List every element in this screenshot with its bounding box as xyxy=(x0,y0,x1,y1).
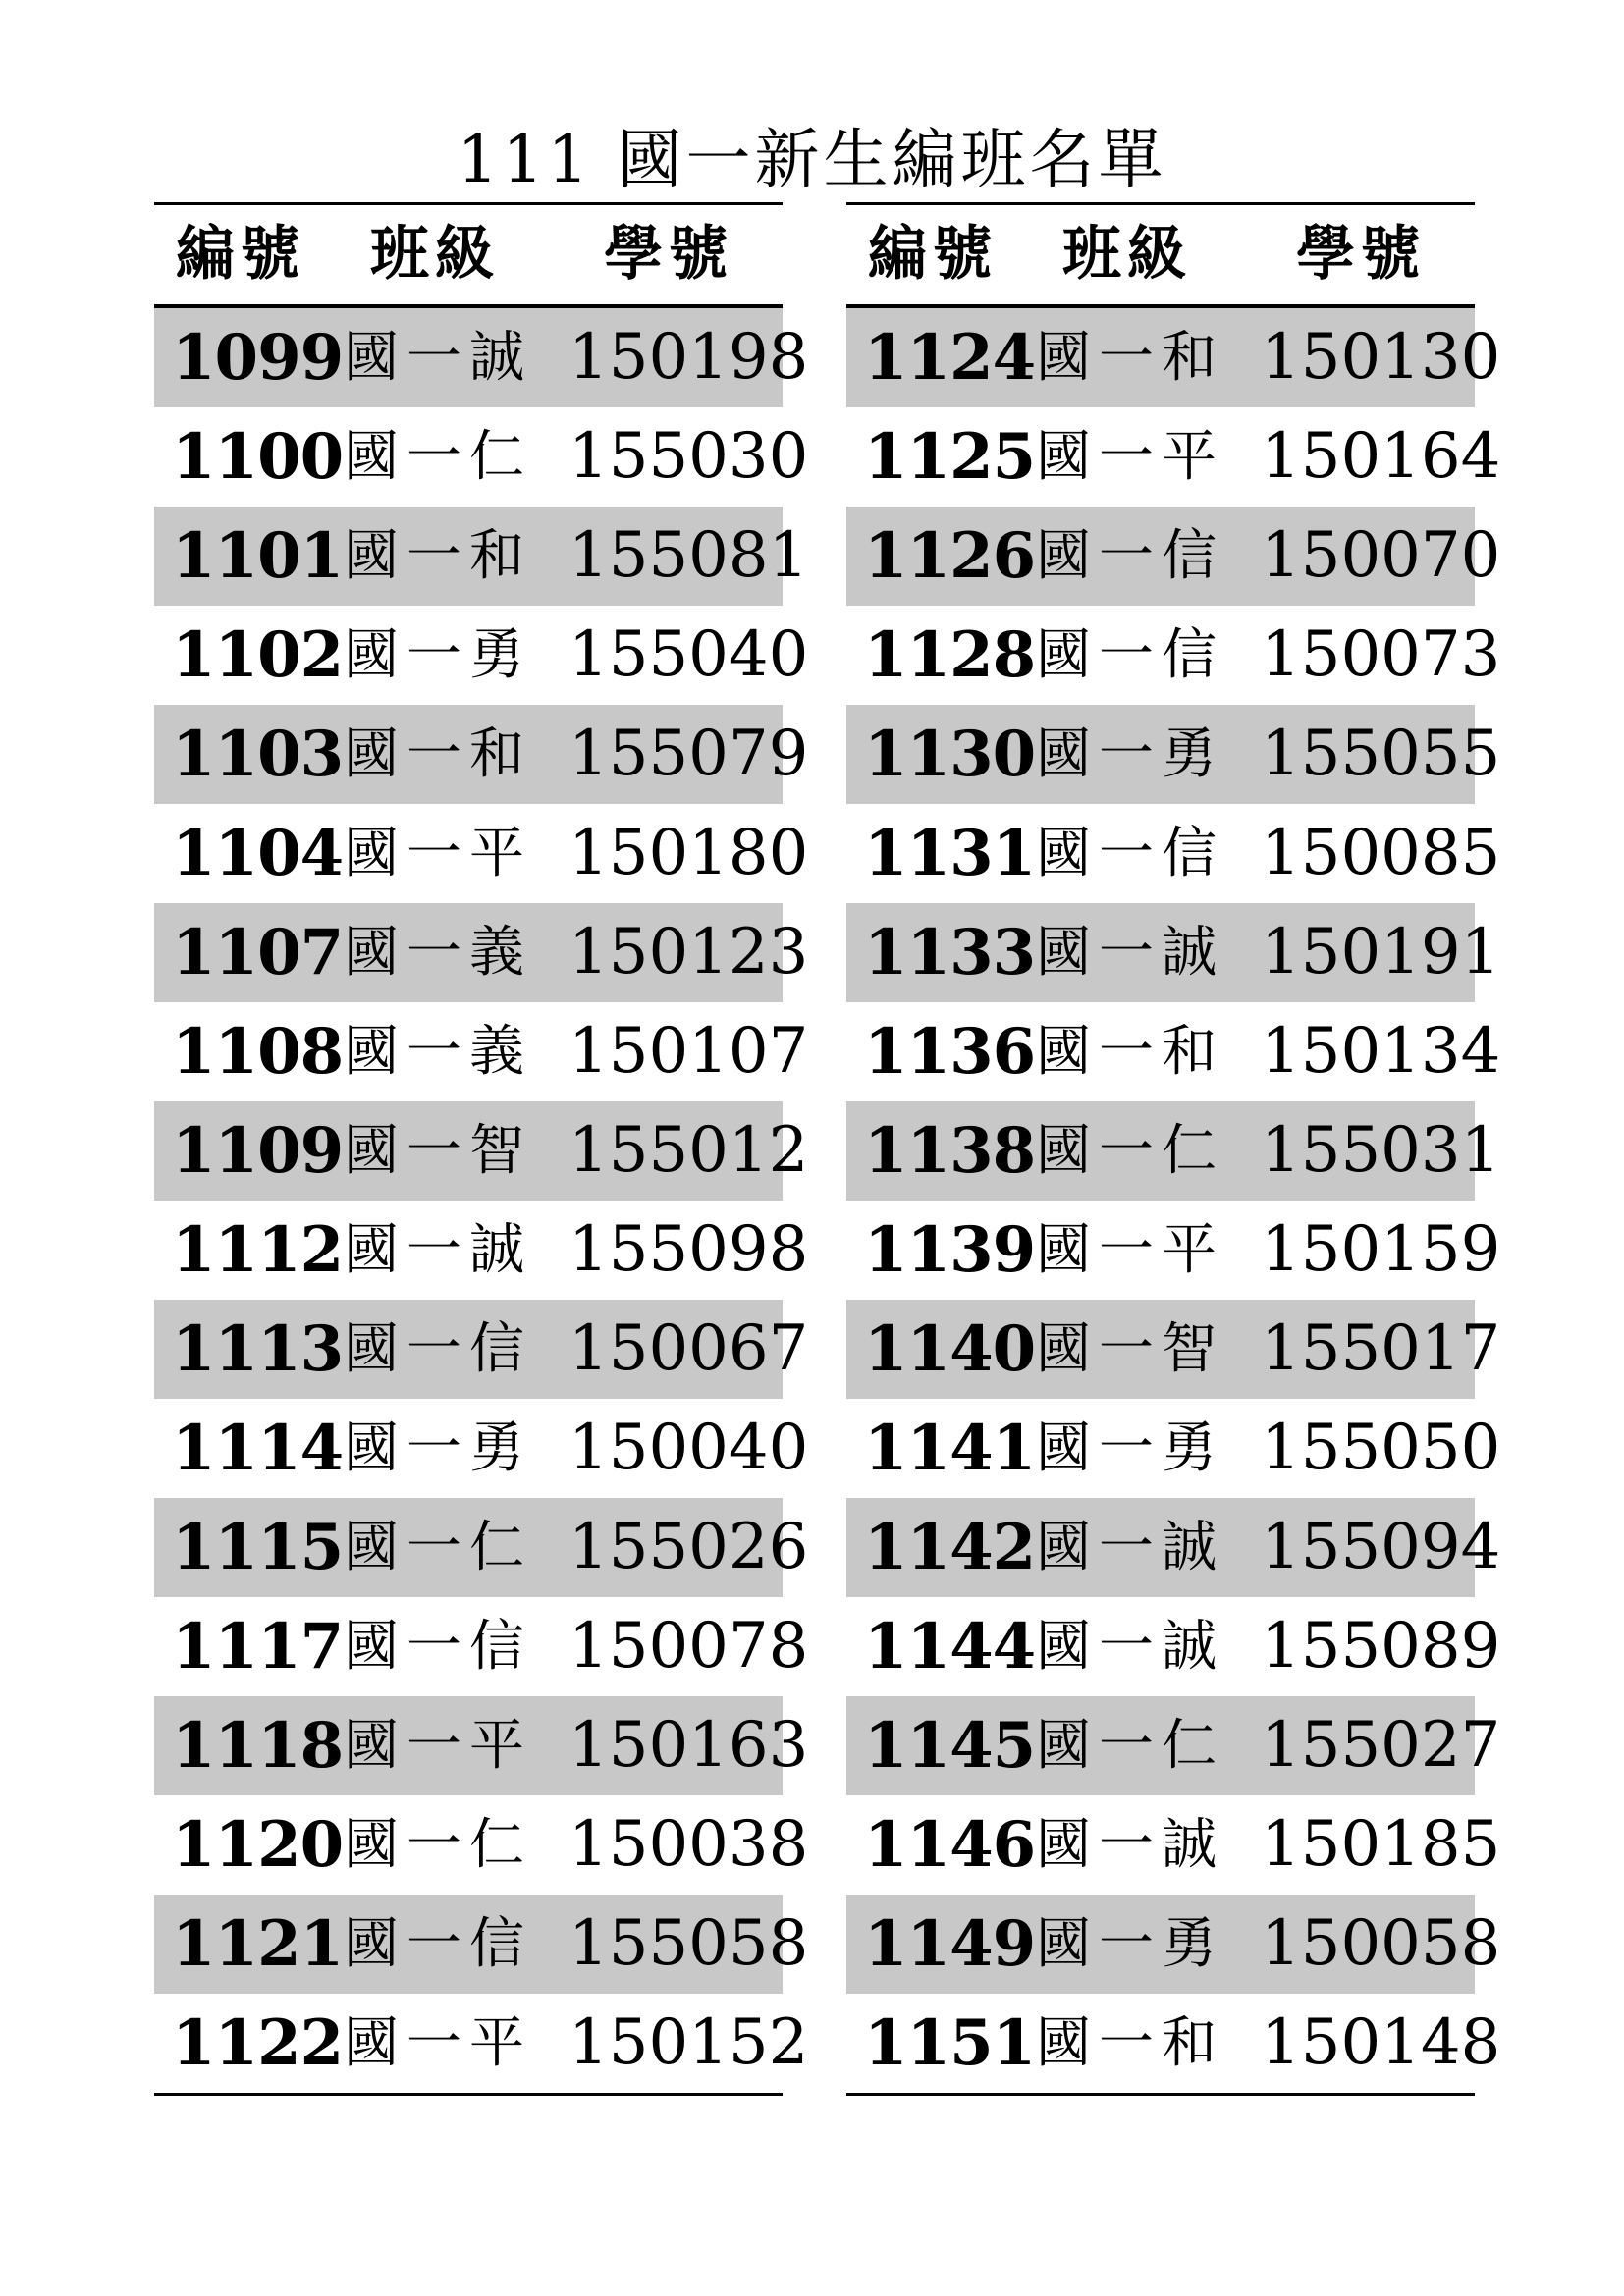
row-class: 國一勇 xyxy=(1036,1912,1224,1976)
row-student-id: 155030 xyxy=(568,420,809,493)
student-table-right xyxy=(846,202,1501,2096)
row-student-id: 150085 xyxy=(1261,817,1501,889)
table-row xyxy=(154,606,809,705)
row-class: 國一誠 xyxy=(1036,1516,1224,1579)
table-body-right xyxy=(846,308,1501,2096)
row-number: 1108 xyxy=(172,1015,344,1089)
table-body-left xyxy=(154,308,809,2096)
row-student-id: 155050 xyxy=(1261,1412,1501,1484)
row-class: 國一和 xyxy=(1036,2011,1224,2075)
row-number: 1128 xyxy=(864,618,1036,692)
row-number: 1136 xyxy=(864,1015,1036,1089)
table-row xyxy=(154,1498,809,1597)
row-class: 國一信 xyxy=(344,1615,532,1679)
header-class: 班級 xyxy=(1062,220,1192,289)
row-student-id: 155055 xyxy=(1261,718,1501,790)
row-class: 國一義 xyxy=(344,921,532,985)
table-header-left xyxy=(154,205,783,308)
table-row xyxy=(154,1300,809,1399)
row-number: 1139 xyxy=(864,1213,1036,1287)
row-number: 1125 xyxy=(864,420,1036,494)
row-number: 1101 xyxy=(172,519,344,593)
row-student-id: 150180 xyxy=(568,817,809,889)
row-number: 1149 xyxy=(864,1907,1036,1981)
row-number: 1138 xyxy=(864,1114,1036,1188)
table-row xyxy=(846,1696,1501,1795)
row-student-id: 150163 xyxy=(568,1709,809,1782)
row-student-id: 155012 xyxy=(568,1114,809,1187)
row-student-id: 155040 xyxy=(568,618,809,691)
row-student-id: 150148 xyxy=(1261,2006,1501,2079)
table-header-right xyxy=(846,205,1475,308)
table-row xyxy=(846,507,1501,606)
row-student-id: 155081 xyxy=(568,519,809,592)
row-class: 國一誠 xyxy=(1036,921,1224,985)
row-number: 1114 xyxy=(172,1412,344,1485)
row-number: 1146 xyxy=(864,1808,1036,1882)
row-number: 1113 xyxy=(172,1312,344,1386)
row-number: 1117 xyxy=(172,1610,344,1683)
row-number: 1140 xyxy=(864,1312,1036,1386)
row-student-id: 150040 xyxy=(568,1412,809,1484)
row-class: 國一仁 xyxy=(344,1813,532,1877)
row-student-id: 155094 xyxy=(1261,1511,1501,1583)
row-number: 1130 xyxy=(864,718,1036,791)
row-number: 1104 xyxy=(172,817,344,890)
row-class: 國一和 xyxy=(344,722,532,786)
table-row xyxy=(154,507,809,606)
table-row xyxy=(846,1300,1501,1399)
row-class: 國一信 xyxy=(344,1912,532,1976)
row-class: 國一勇 xyxy=(1036,722,1224,786)
table-row xyxy=(846,1399,1501,1498)
header-class: 班級 xyxy=(370,220,500,289)
row-student-id: 150078 xyxy=(568,1610,809,1682)
row-class: 國一仁 xyxy=(344,1516,532,1579)
row-class: 國一和 xyxy=(344,524,532,588)
row-class: 國一誠 xyxy=(344,326,532,390)
row-number: 1122 xyxy=(172,2006,344,2080)
row-student-id: 150159 xyxy=(1261,1213,1501,1286)
row-student-id: 150070 xyxy=(1261,519,1501,592)
table-row xyxy=(154,1696,809,1795)
table-row xyxy=(154,804,809,903)
row-class: 國一誠 xyxy=(1036,1813,1224,1877)
row-student-id: 150164 xyxy=(1261,420,1501,493)
row-student-id: 155058 xyxy=(568,1907,809,1980)
row-student-id: 155017 xyxy=(1261,1312,1501,1385)
row-student-id: 150073 xyxy=(1261,618,1501,691)
row-number: 1107 xyxy=(172,916,344,989)
row-class: 國一信 xyxy=(1036,623,1224,687)
table-row xyxy=(154,1101,809,1201)
page-title: 111 國一新生編班名單 xyxy=(457,122,1167,197)
row-number: 1126 xyxy=(864,519,1036,593)
row-class: 國一平 xyxy=(1036,425,1224,489)
row-class: 國一平 xyxy=(344,2011,532,2075)
row-number: 1144 xyxy=(864,1610,1036,1683)
row-class: 國一勇 xyxy=(1036,1416,1224,1480)
row-student-id: 150185 xyxy=(1261,1808,1501,1881)
row-number: 1100 xyxy=(172,420,344,494)
student-table-left xyxy=(154,202,809,2096)
row-class: 國一誠 xyxy=(344,1218,532,1282)
row-number: 1118 xyxy=(172,1709,344,1783)
row-number: 1099 xyxy=(172,321,344,395)
table-row xyxy=(154,705,809,804)
row-student-id: 150198 xyxy=(568,321,809,394)
row-student-id: 155031 xyxy=(1261,1114,1501,1187)
row-number: 1124 xyxy=(864,321,1036,395)
row-class: 國一勇 xyxy=(344,623,532,687)
row-class: 國一和 xyxy=(1036,326,1224,390)
row-class: 國一平 xyxy=(1036,1218,1224,1282)
row-class: 國一仁 xyxy=(1036,1119,1224,1183)
table-row xyxy=(154,1795,809,1895)
row-number: 1131 xyxy=(864,817,1036,890)
row-number: 1121 xyxy=(172,1907,344,1981)
table-row xyxy=(154,1201,809,1300)
row-class: 國一信 xyxy=(344,1317,532,1381)
row-number: 1142 xyxy=(864,1511,1036,1584)
row-class: 國一信 xyxy=(1036,524,1224,588)
row-class: 國一和 xyxy=(1036,1020,1224,1084)
row-student-id: 155026 xyxy=(568,1511,809,1583)
row-class: 國一仁 xyxy=(344,425,532,489)
row-class: 國一仁 xyxy=(1036,1714,1224,1778)
table-row xyxy=(846,804,1501,903)
row-number: 1115 xyxy=(172,1511,344,1584)
row-number: 1103 xyxy=(172,718,344,791)
table-row xyxy=(154,903,809,1002)
table-row xyxy=(154,1597,809,1696)
row-class: 國一智 xyxy=(1036,1317,1224,1381)
row-student-id: 155079 xyxy=(568,718,809,790)
row-class: 國一信 xyxy=(1036,822,1224,885)
table-row xyxy=(846,1101,1501,1201)
header-number: 編號 xyxy=(868,220,998,289)
table-row xyxy=(846,1795,1501,1895)
row-student-id: 150038 xyxy=(568,1808,809,1881)
row-class: 國一義 xyxy=(344,1020,532,1084)
table-row xyxy=(846,1994,1501,2093)
table-row xyxy=(846,1597,1501,1696)
row-number: 1145 xyxy=(864,1709,1036,1783)
row-student-id: 155089 xyxy=(1261,1610,1501,1682)
row-student-id: 150058 xyxy=(1261,1907,1501,1980)
row-student-id: 150107 xyxy=(568,1015,809,1088)
row-class: 國一誠 xyxy=(1036,1615,1224,1679)
row-student-id: 155098 xyxy=(568,1213,809,1286)
row-student-id: 150134 xyxy=(1261,1015,1501,1088)
table-row xyxy=(846,1002,1501,1101)
row-class: 國一平 xyxy=(344,822,532,885)
table-row xyxy=(154,308,809,407)
table-row xyxy=(154,1002,809,1101)
table-row xyxy=(154,1399,809,1498)
row-class: 國一勇 xyxy=(344,1416,532,1480)
row-number: 1133 xyxy=(864,916,1036,989)
row-number: 1112 xyxy=(172,1213,344,1287)
row-student-id: 150123 xyxy=(568,916,809,988)
header-student-id: 學號 xyxy=(604,220,733,289)
row-class: 國一平 xyxy=(344,1714,532,1778)
table-row xyxy=(846,903,1501,1002)
header-number: 編號 xyxy=(176,220,305,289)
row-student-id: 150130 xyxy=(1261,321,1501,394)
row-number: 1141 xyxy=(864,1412,1036,1485)
row-number: 1120 xyxy=(172,1808,344,1882)
table-row xyxy=(846,407,1501,507)
row-student-id: 150191 xyxy=(1261,916,1501,988)
table-row xyxy=(846,1498,1501,1597)
row-student-id: 150067 xyxy=(568,1312,809,1385)
table-row xyxy=(154,1895,809,1994)
row-number: 1151 xyxy=(864,2006,1036,2080)
table-row xyxy=(154,407,809,507)
row-student-id: 155027 xyxy=(1261,1709,1501,1782)
table-row xyxy=(846,308,1501,407)
table-row xyxy=(846,705,1501,804)
table-row xyxy=(846,1201,1501,1300)
header-student-id: 學號 xyxy=(1296,220,1426,289)
row-number: 1102 xyxy=(172,618,344,692)
row-student-id: 150152 xyxy=(568,2006,809,2079)
row-class: 國一智 xyxy=(344,1119,532,1183)
table-row xyxy=(154,1994,809,2093)
table-row xyxy=(846,606,1501,705)
table-row xyxy=(846,1895,1501,1994)
row-number: 1109 xyxy=(172,1114,344,1188)
